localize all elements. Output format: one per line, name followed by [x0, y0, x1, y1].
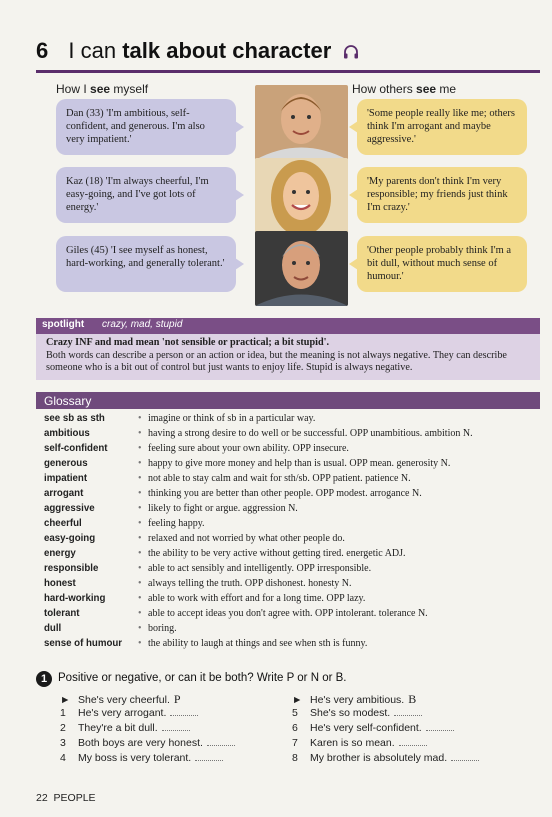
col-right-bold: see [416, 82, 437, 96]
item-text: He's very self-confident. [310, 722, 422, 734]
col-left-post: myself [113, 82, 149, 96]
giles-self-bubble: Giles (45) 'I see myself as honest, hard-working, and generally tolerant.' [56, 236, 236, 292]
headphones-icon [343, 45, 359, 59]
unit-number: 6 [36, 38, 49, 63]
item-text: She's very cheerful. [78, 694, 170, 706]
glossary-definition: • able to work with effort and for a long time. OPP lazy. [148, 593, 365, 604]
glossary-term: easy-going [44, 533, 96, 544]
glossary-term: hard-working [44, 593, 106, 604]
item-answer: B [408, 692, 417, 706]
exercise-item [60, 707, 198, 719]
glossary-definition: • imagine or think of sb in a particular way. [148, 413, 315, 424]
item-text: He's very ambitious. [310, 694, 405, 706]
item-marker: ► [60, 694, 71, 706]
item-number: 2 [60, 722, 66, 734]
glossary-definition: • able to accept ideas you don't agree with. OPP intolerant. tolerance N. [148, 608, 428, 619]
column-heading-others [352, 82, 456, 96]
glossary-term: see sb as sth [44, 413, 105, 424]
glossary-bar [36, 392, 540, 409]
glossary-term: tolerant [44, 608, 80, 619]
glossary-definition: • thinking you are better than other people. OPP modest. arrogance N. [148, 488, 422, 499]
item-number: 1 [60, 707, 66, 719]
item-answer: P [173, 692, 181, 706]
exercise-item [292, 752, 479, 764]
section-name: PEOPLE [53, 792, 96, 804]
dan-self-bubble: Dan (33) 'I'm ambitious, self-confident, and generous. I'm also very impatient.' [56, 99, 236, 155]
answer-blank[interactable] [195, 760, 223, 761]
glossary-definition: • happy to give more money and help than is usual. OPP mean. generosity N. [148, 458, 450, 469]
glossary-term: cheerful [44, 518, 82, 529]
col-left-bold: see [90, 82, 111, 96]
item-number: 6 [292, 722, 298, 734]
exercise-item [60, 692, 181, 707]
answer-blank[interactable] [170, 715, 198, 716]
exercise-item [60, 752, 223, 764]
spotlight-words: crazy, mad, stupid [102, 319, 183, 330]
glossary-definition: • likely to fight or argue. aggression N. [148, 503, 298, 514]
item-text: My brother is absolutely mad. [310, 752, 448, 764]
answer-blank[interactable] [399, 745, 427, 746]
glossary-term: aggressive [44, 503, 95, 514]
glossary-term: responsible [44, 563, 99, 574]
glossary-definition: • not able to stay calm and wait for sth/sb. OPP patient. patience N. [148, 473, 411, 484]
glossary-definition: • boring. [148, 623, 177, 634]
exercise-item [292, 692, 416, 707]
glossary-term: self-confident [44, 443, 108, 454]
giles-others-bubble: 'Other people probably think I'm a bit dull, without much sense of humour.' [357, 236, 527, 292]
spotlight-line-2: Both words can describe a person or an action or idea, but the meaning is not always negative. They can describe someone who is a bit out of control but just wants to enjoy life. Stupid is always negative. [46, 349, 507, 373]
glossary-term: arrogant [44, 488, 84, 499]
item-text: She's so modest. [310, 707, 391, 719]
kaz-self-bubble: Kaz (18) 'I'm always cheerful, I'm easy-going, and I've got lots of energy.' [56, 167, 236, 223]
glossary-definition: • the ability to be very active without getting tired. energetic ADJ. [148, 548, 406, 559]
item-text: He's very arrogant. [78, 707, 167, 719]
glossary-definition: • the ability to laugh at things and see when sth is funny. [148, 638, 367, 649]
glossary-title: Glossary [44, 394, 92, 408]
item-number: 3 [60, 737, 66, 749]
title-rule [36, 70, 540, 73]
title-bold: talk about character [122, 38, 332, 63]
item-text: They're a bit dull. [78, 722, 158, 734]
spotlight-line-1: Crazy INF and mad mean 'not sensible or practical; a bit stupid'. [46, 337, 329, 348]
giles-photo [255, 231, 348, 306]
glossary-definition: • feeling happy. [148, 518, 205, 529]
exercise-item [60, 722, 190, 734]
kaz-others-bubble: 'My parents don't think I'm very responsible; my friends just think I'm crazy.' [357, 167, 527, 223]
dan-others-bubble: 'Some people really like me; others think I'm arrogant and maybe aggressive.' [357, 99, 527, 155]
item-marker: ► [292, 694, 303, 706]
glossary-term: generous [44, 458, 88, 469]
page-footer [36, 792, 96, 804]
col-left-pre: How I [56, 82, 87, 96]
dan-photo [255, 85, 348, 160]
exercise-item [292, 722, 454, 734]
glossary-term: ambitious [44, 428, 90, 439]
col-right-post: me [439, 82, 457, 96]
glossary-term: honest [44, 578, 76, 589]
glossary-definition: • having a strong desire to do well or be successful. OPP unambitious. ambition N. [148, 428, 473, 439]
answer-blank[interactable] [394, 715, 422, 716]
answer-blank[interactable] [426, 730, 454, 731]
exercise-item [60, 737, 235, 749]
glossary-definition: • always telling the truth. OPP dishonest. honesty N. [148, 578, 352, 589]
item-text: Both boys are very honest. [78, 737, 203, 749]
glossary-definition: • relaxed and not worried by what other people do. [148, 533, 345, 544]
glossary-definition: • able to act sensibly and intelligently. OPP irresponsible. [148, 563, 371, 574]
exercise-item [292, 737, 427, 749]
spotlight-tag: spotlight [42, 319, 85, 330]
col-right-pre: How others [352, 82, 413, 96]
title-pre: I can [68, 38, 117, 63]
spotlight-body [36, 334, 540, 380]
kaz-photo [255, 158, 348, 233]
item-number: 8 [292, 752, 298, 764]
exercise-item [292, 707, 422, 719]
glossary-term: dull [44, 623, 62, 634]
exercise-instruction: Positive or negative, or can it be both? Write P or N or B. [58, 672, 347, 684]
page-number: 22 [36, 792, 48, 804]
glossary-definition: • feeling sure about your own ability. OPP insecure. [148, 443, 349, 454]
answer-blank[interactable] [451, 760, 479, 761]
unit-title [36, 38, 359, 64]
item-text: Karen is so mean. [310, 737, 395, 749]
glossary-term: energy [44, 548, 76, 559]
item-text: My boss is very tolerant. [78, 752, 192, 764]
glossary-term: sense of humour [44, 638, 123, 649]
answer-blank[interactable] [162, 730, 190, 731]
item-number: 4 [60, 752, 66, 764]
answer-blank[interactable] [207, 745, 235, 746]
exercise-number: 1 [36, 671, 52, 687]
column-heading-self [56, 82, 148, 96]
glossary-term: impatient [44, 473, 88, 484]
item-number: 7 [292, 737, 298, 749]
item-number: 5 [292, 707, 298, 719]
